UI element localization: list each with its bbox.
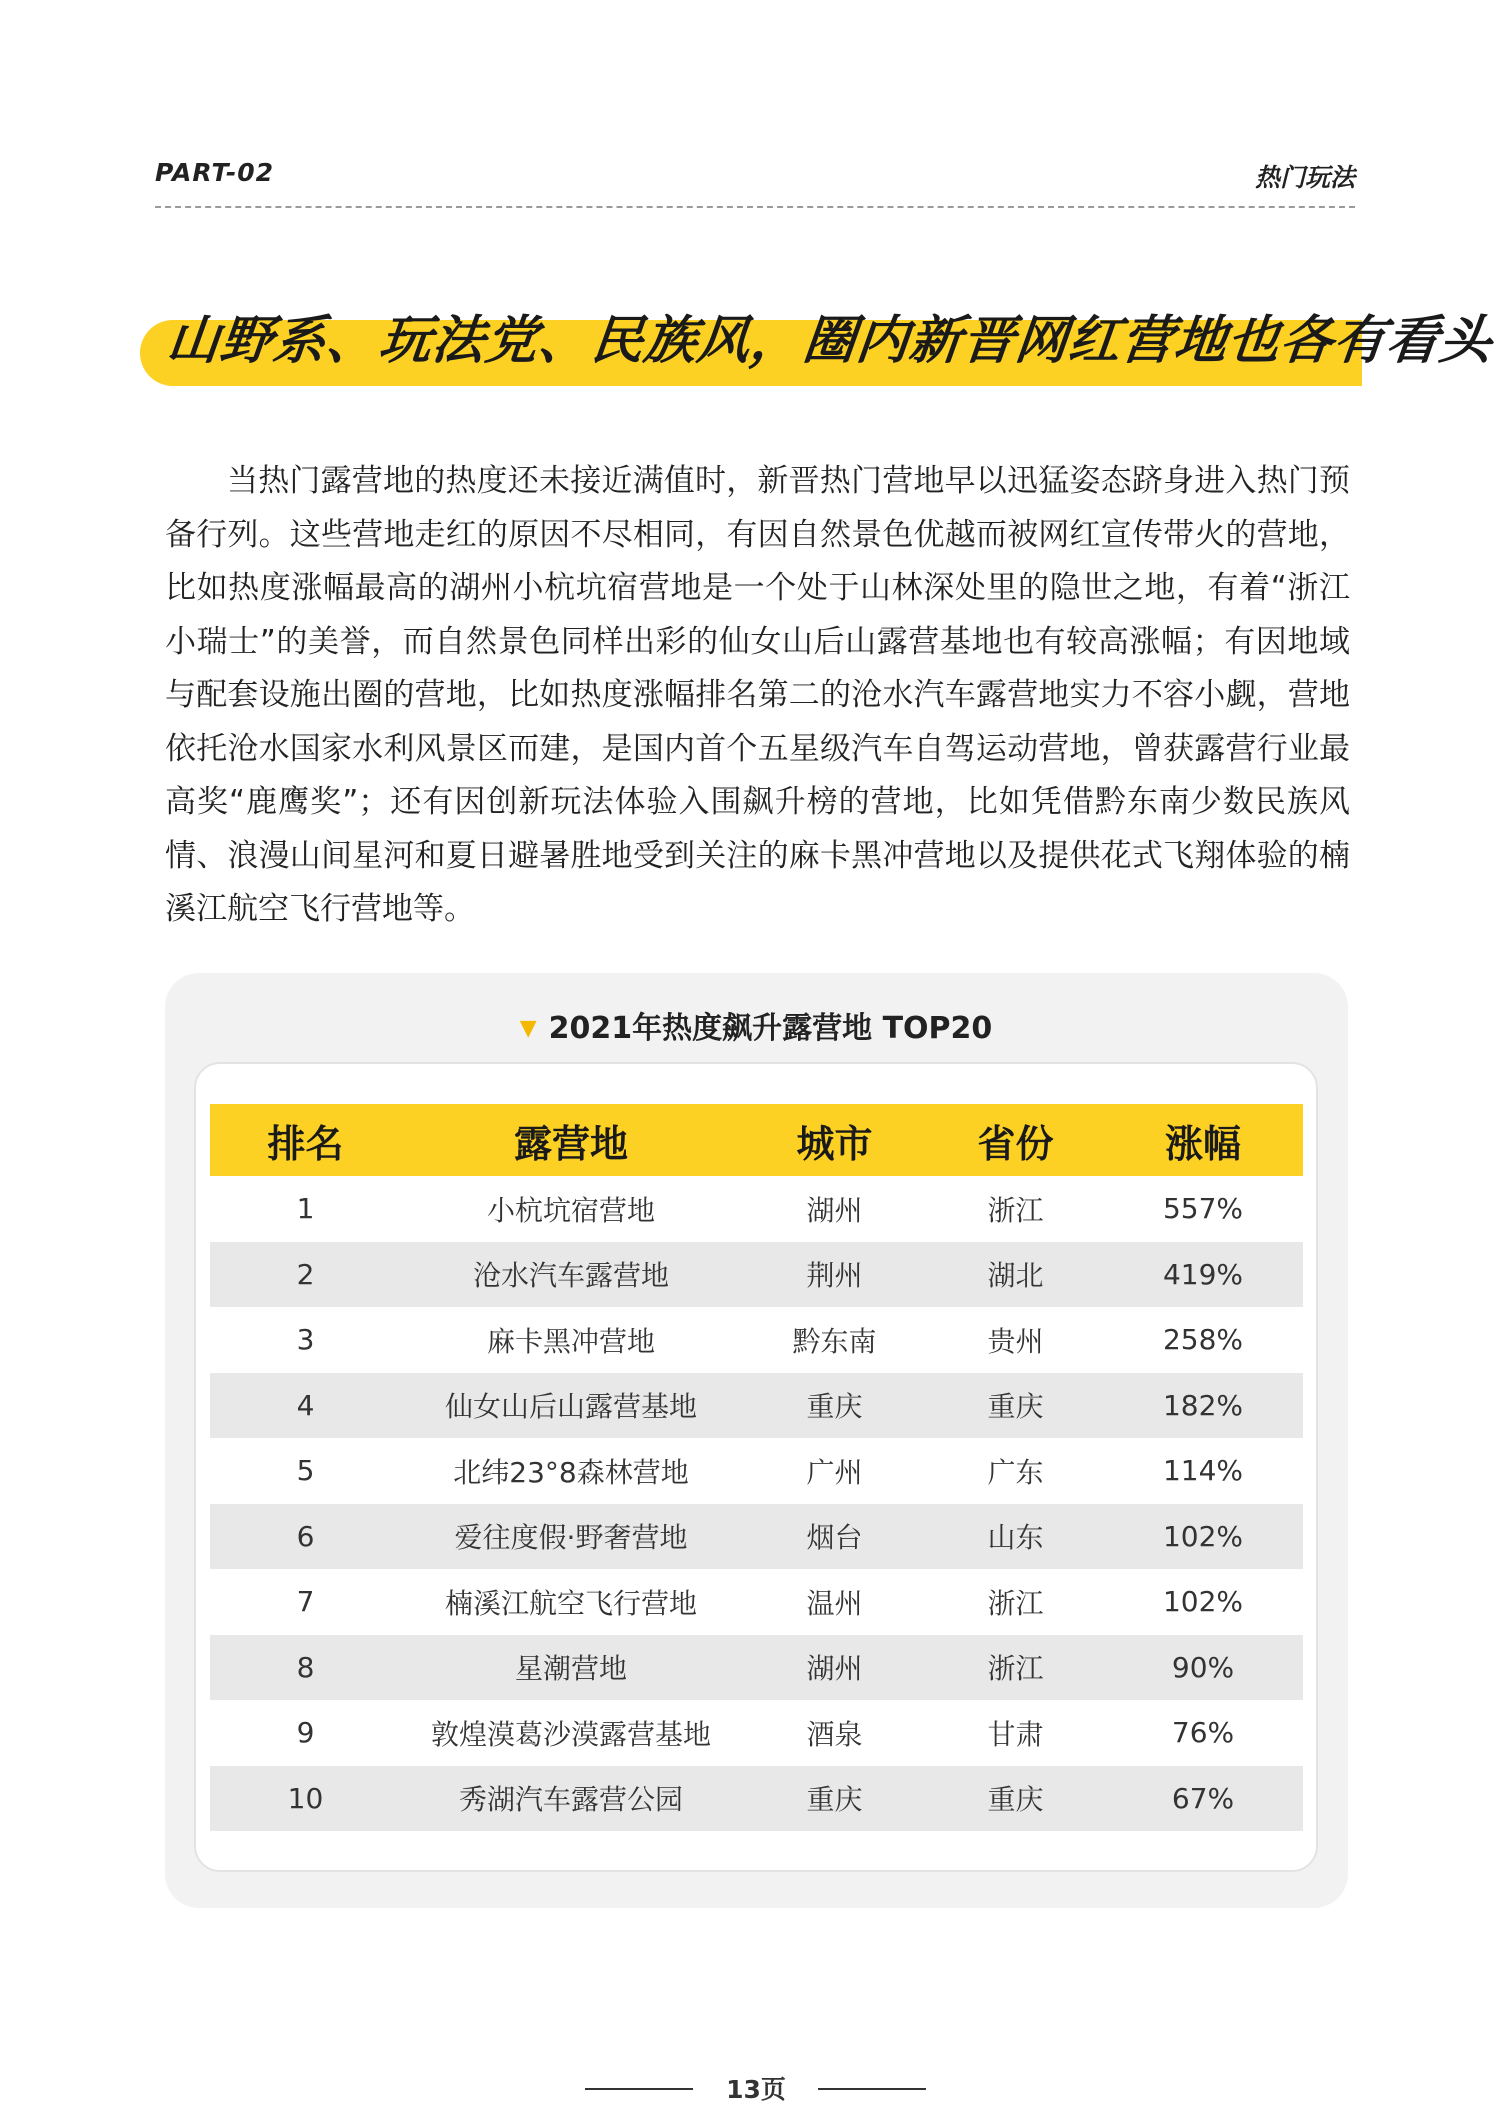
cell-rank: 5 [296,1454,315,1488]
cell-province: 浙江 [987,1586,1044,1620]
table-row [210,1635,1303,1701]
cell-city: 湖州 [806,1193,863,1227]
cell-campsite: 星潮营地 [514,1652,627,1686]
cell-province: 贵州 [987,1324,1044,1358]
cell-province: 广东 [987,1455,1044,1489]
cell-growth: 258% [1162,1323,1244,1357]
cell-city: 烟台 [806,1521,863,1555]
cell-rank: 8 [296,1650,315,1684]
page-title: 山野系、玩法党、民族风，圈内新晋网红营地也各有看头 [164,311,1496,371]
cell-campsite: 秀湖汽车露营公园 [458,1783,683,1817]
cell-growth: 557% [1162,1192,1244,1226]
cell-rank: 4 [296,1388,315,1422]
table-row [210,1569,1303,1635]
cell-province: 浙江 [987,1193,1044,1227]
cell-city: 荆州 [806,1259,863,1293]
cell-campsite: 北纬23°8森林营地 [453,1455,689,1489]
page-footer [0,2070,1500,2110]
table-row [210,1504,1303,1570]
header-divider [155,206,1355,208]
cell-growth: 90% [1171,1650,1235,1684]
cell-city: 黔东南 [792,1324,877,1358]
cell-province: 重庆 [987,1783,1044,1817]
cell-rank: 1 [296,1192,315,1226]
cell-growth: 102% [1162,1585,1244,1619]
header-growth: 涨幅 [1164,1121,1241,1166]
header-campsite: 露营地 [513,1121,628,1166]
section-label: 热门玩法 [1254,163,1355,192]
cell-city: 重庆 [806,1783,863,1817]
table-row [210,1242,1303,1308]
cell-campsite: 沧水汽车露营地 [472,1259,669,1293]
cell-rank: 9 [296,1716,315,1750]
cell-rank: 2 [296,1257,315,1291]
cell-province: 湖北 [987,1259,1044,1293]
cell-province: 浙江 [987,1652,1044,1686]
cell-growth: 76% [1171,1716,1235,1750]
cell-growth: 182% [1162,1388,1244,1422]
cell-city: 温州 [806,1586,863,1620]
table-row [210,1307,1303,1373]
cell-city: 湖州 [806,1652,863,1686]
ranking-table [210,1104,1303,1831]
cell-city: 广州 [806,1455,863,1489]
cell-rank: 3 [296,1323,315,1357]
cell-growth: 67% [1171,1781,1235,1815]
cell-province: 甘肃 [987,1717,1044,1751]
cell-campsite: 爱往度假·野奢营地 [454,1521,688,1555]
cell-growth: 102% [1162,1519,1244,1553]
cell-rank: 10 [287,1781,324,1815]
cell-campsite: 楠溪江航空飞行营地 [444,1586,697,1620]
cell-campsite: 小杭坑宿营地 [486,1193,655,1227]
cell-city: 重庆 [806,1390,863,1424]
cell-growth: 114% [1162,1454,1244,1488]
table-title [0,1003,1500,1047]
cell-province: 重庆 [987,1390,1044,1424]
page-header [155,158,1355,194]
header-city: 城市 [796,1121,873,1166]
cell-city: 酒泉 [806,1717,863,1751]
header-rank: 排名 [267,1121,344,1166]
part-label: PART-02 [155,158,275,187]
cell-growth: 419% [1162,1257,1244,1291]
triangle-down-icon: ▼ [519,1016,537,1041]
cell-campsite: 仙女山后山露营基地 [444,1390,697,1424]
table-title-text: 2021年热度飙升露营地 TOP20 [548,1011,993,1046]
cell-rank: 7 [296,1585,315,1619]
table-row [210,1700,1303,1766]
cell-campsite: 敦煌漠葛沙漠露营基地 [430,1717,711,1751]
cell-province: 山东 [987,1521,1044,1555]
cell-campsite: 麻卡黑冲营地 [486,1324,655,1358]
table-row [210,1766,1303,1832]
table-row [210,1373,1303,1439]
table-row [210,1176,1303,1242]
header-province: 省份 [977,1121,1054,1166]
table-row [210,1438,1303,1504]
body-paragraph: 当热门露营地的热度还未接近满值时，新晋热门营地早以迅猛姿态跻身进入热门预备行列。这些营地走红的原因不尽相同，有因自然景色优越而被网红宣传带火的营地，比如热度涨幅最高的湖州小杭坑宿营地是一个处于山林深处里的隐世之地，有着“浙江小瑞士”的美誉，而自然景色同样出彩的仙女山后山露营基地也有较高涨幅；有因地域与配套设施出圈的营地，比如热度涨幅排名第二的沧水汽车露营地实力不容小觑，营地依托沧水国家水利风景区而建，是国内首个五星级汽车自驾运动营地，曾获露营行业最高奖“鹿鹰奖”；还有因创新玩法体验入围飙升榜的营地，比如凭借黔东南少数民族风情、浪漫山间星河和夏日避暑胜地受到关注的麻卡黑冲营地以及提供花式飞翔体验的楠溪江航空飞行营地等。 [165,463,1350,927]
page-number: 13页 [726,2075,786,2104]
table-header-row [210,1104,1303,1176]
footer-line-right [818,2088,926,2090]
cell-rank: 6 [296,1519,315,1553]
